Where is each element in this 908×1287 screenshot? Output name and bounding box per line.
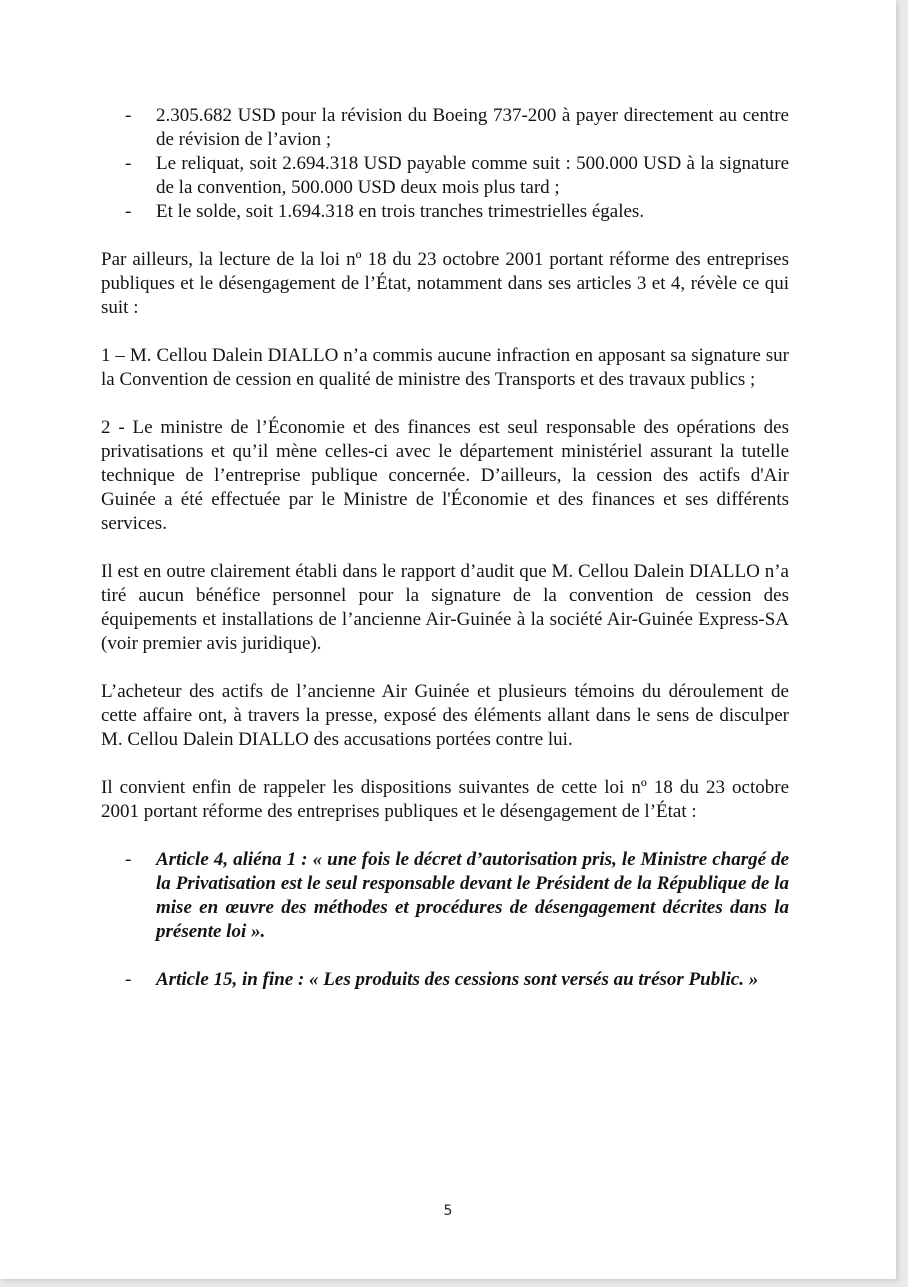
- dash-bullet: -: [125, 849, 132, 870]
- list-spacer: [101, 944, 789, 968]
- paragraph-point-1: 1 – M. Cellou Dalein DIALLO n’a commis aucune infraction en apposant sa signature sur la Convention de cession en qualité de ministre des Transports et des travaux publics ;: [101, 345, 789, 390]
- list-item: [101, 200, 789, 224]
- dash-bullet: -: [125, 201, 132, 222]
- articles-list: [101, 848, 789, 992]
- paragraph-law-reading: Par ailleurs, la lecture de la loi nº 18 du 23 octobre 2001 portant réforme des entreprises publiques et le désengagement de l’État, notamment dans ses articles 3 et 4, révèle ce qui suit :: [101, 249, 789, 318]
- payment-list: [101, 104, 789, 224]
- dash-bullet: -: [125, 105, 132, 126]
- page-content: [101, 104, 789, 992]
- dash-bullet: -: [125, 153, 132, 174]
- paragraph-audit: Il est en outre clairement établi dans le rapport d’audit que M. Cellou Dalein DIALLO n’a tiré aucun bénéfice personnel pour la signature de la convention de cession des équipements et installations de l’ancienne Air-Guinée à la société Air-Guinée Express-SA (voir premier avis juridique).: [101, 561, 789, 654]
- list-item: [101, 848, 789, 944]
- paragraph-buyer: L’acheteur des actifs de l’ancienne Air Guinée et plusieurs témoins du déroulement de cette affaire ont, à travers la presse, exposé des éléments allant dans le sens de disculper M. Cellou Dalein DIALLO des accusations portées contre lui.: [101, 681, 789, 750]
- article-quote: Article 4, aliéna 1 : « une fois le décret d’autorisation pris, le Ministre chargé de la Privatisation est le seul responsable devant le Président de la République de la mise en œuvre des méthodes et procédures de désengagement décrites dans la présente loi ».: [156, 849, 789, 942]
- dash-bullet: -: [125, 969, 132, 990]
- list-item-text: Et le solde, soit 1.694.318 en trois tranches trimestrielles égales.: [156, 201, 645, 222]
- list-item-text: Le reliquat, soit 2.694.318 USD payable comme suit : 500.000 USD à la signature de la convention, 500.000 USD deux mois plus tard ;: [156, 153, 789, 198]
- article-quote: Article 15, in fine : « Les produits des cessions sont versés au trésor Public. »: [156, 969, 759, 990]
- list-item: [101, 968, 789, 992]
- paragraph-point-2: 2 - Le ministre de l’Économie et des finances est seul responsable des opérations des privatisations et qu’il mène celles-ci avec le département ministériel assurant la tutelle technique de l’entreprise publique concernée. D’ailleurs, la cession des actifs d'Air Guinée a été effectuée par le Ministre de l'Économie et des finances et ses différents services.: [101, 417, 789, 534]
- list-item: [101, 152, 789, 200]
- list-item: [101, 104, 789, 152]
- list-item-text: 2.305.682 USD pour la révision du Boeing 737-200 à payer directement au centre de révision de l’avion ;: [156, 105, 789, 150]
- paragraph-provisions: Il convient enfin de rappeler les dispositions suivantes de cette loi nº 18 du 23 octobre 2001 portant réforme des entreprises publiques et le désengagement de l’État :: [101, 777, 789, 822]
- page-number: 5: [443, 1203, 453, 1219]
